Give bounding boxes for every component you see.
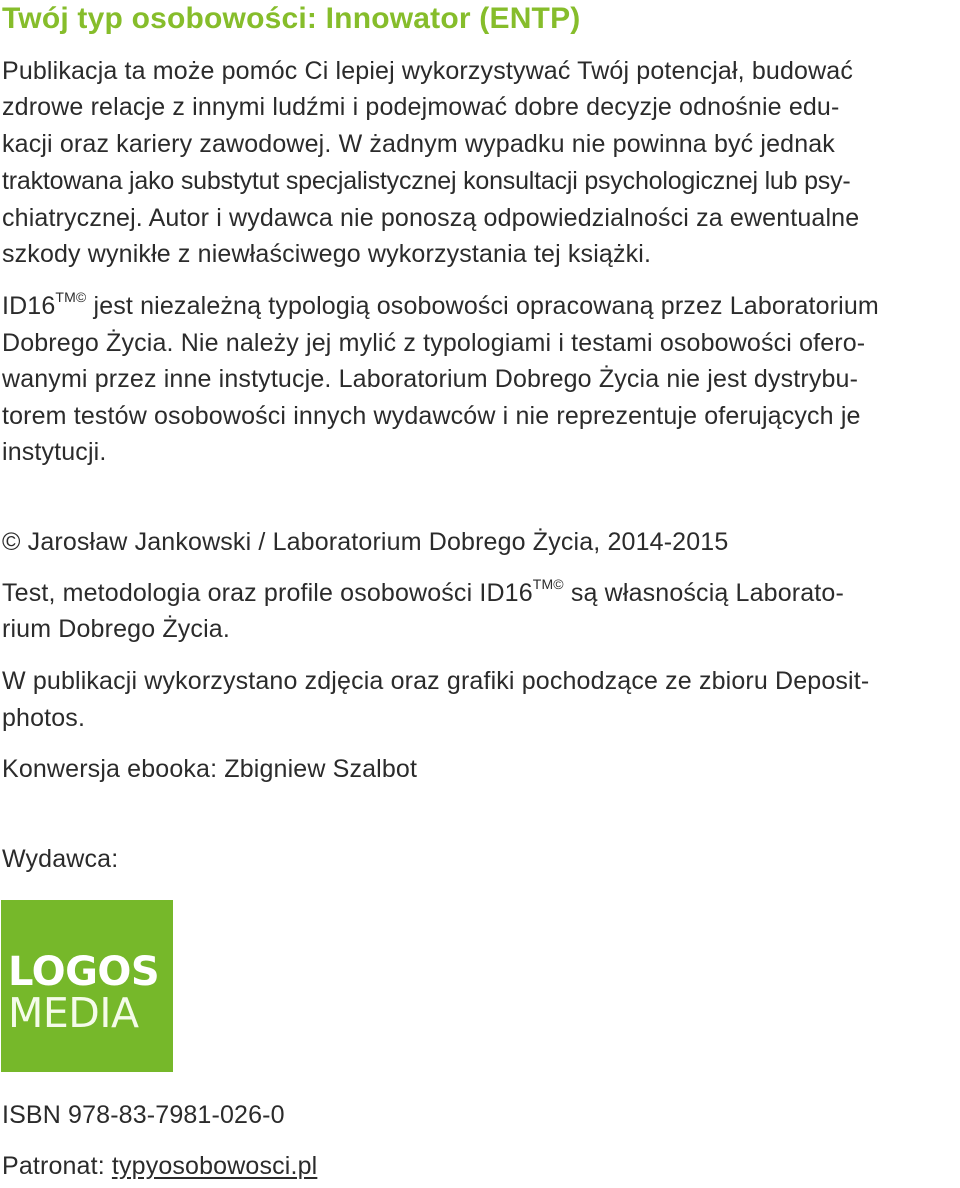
publisher-logo — [1, 900, 173, 1072]
trademark-mark: TM© — [532, 576, 564, 592]
disclaimer-line: Publikacja ta może pomóc Ci lepiej wykorzystywać Twój potencjał, budować — [2, 57, 853, 85]
id16-line: Dobrego Życia. Nie należy jej mylić z typologiami i testami osobowości ofero- — [2, 329, 866, 357]
disclaimer-line: zdrowe relacje z innymi ludźmi i podejmować dobre decyzje odnośnie edu- — [2, 93, 840, 121]
id16-line: torem testów osobowości innych wydawców i nie reprezentuje oferujących je — [2, 402, 861, 430]
disclaimer-line: kacji oraz kariery zawodowej. W żadnym wypadku nie powinna być jednak — [2, 130, 835, 158]
patronage-link[interactable]: typyosobowosci.pl — [111, 1152, 318, 1180]
conversion-credit: Konwersja ebooka: Zbigniew Szalbot — [2, 755, 418, 783]
logo-text-media: MEDIA — [8, 989, 139, 1037]
ownership-line — [2, 575, 844, 612]
id16-name: ID16 — [2, 292, 56, 320]
disclaimer-line: traktowana jako substytut specjalistycznej konsultacji psychologicznej lub psy- — [2, 167, 851, 195]
disclaimer-line: szkody wynikłe z niewłaściwego wykorzystania tej książki. — [2, 240, 652, 268]
id16-line: wanymi przez inne instytucje. Laboratorium Dobrego Życia nie jest dystrybu- — [2, 365, 859, 393]
ownership-text: są własnością Laborato- — [563, 579, 844, 607]
id16-line-text: jest niezależną typologią osobowości opracowaną przez Laboratorium — [86, 292, 879, 320]
page-title: Twój typ osobowości: Innowator (ENTP) — [2, 2, 581, 35]
trademark-mark: TM© — [55, 289, 87, 305]
photos-line: photos. — [2, 704, 86, 732]
logo-text-logos: LOGOS — [8, 949, 160, 995]
ownership-line: rium Dobrego Życia. — [2, 615, 230, 643]
id16-line — [2, 288, 879, 325]
id16-line: instytucji. — [2, 438, 107, 466]
patronage-label: Patronat: — [2, 1152, 112, 1180]
photos-line: W publikacji wykorzystano zdjęcia oraz grafiki pochodzące ze zbioru Deposit- — [2, 667, 870, 695]
copyright-notice: © Jarosław Jankowski / Laboratorium Dobrego Życia, 2014-2015 — [2, 528, 729, 556]
publisher-label: Wydawca: — [2, 845, 119, 873]
ownership-text: Test, metodologia oraz profile osobowości ID16 — [2, 579, 533, 607]
patronage — [2, 1148, 317, 1185]
isbn: ISBN 978-83-7981-026-0 — [2, 1101, 285, 1129]
disclaimer-line: chiatrycznej. Autor i wydawca nie ponoszą odpowiedzialności za ewentualne — [2, 204, 860, 232]
